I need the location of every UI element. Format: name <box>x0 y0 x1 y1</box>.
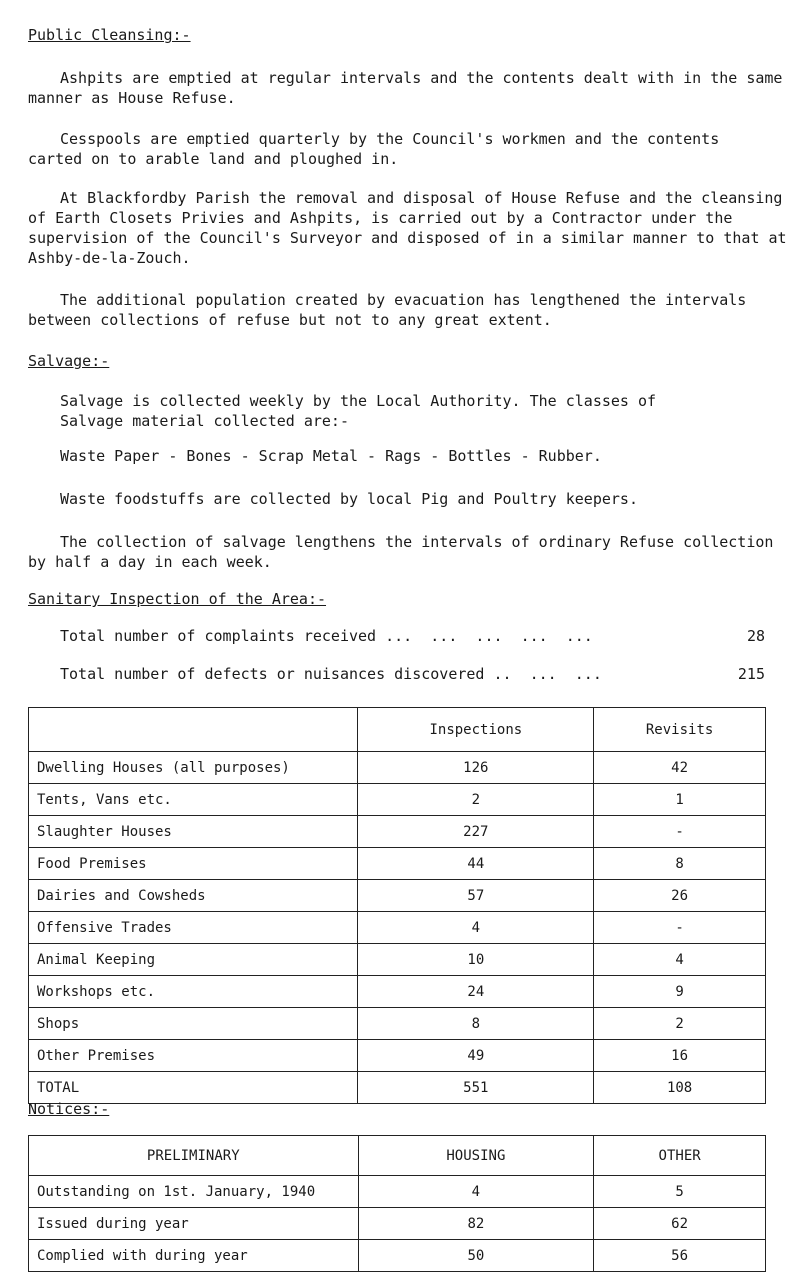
row-value-cell: 227 <box>358 816 594 848</box>
table-row <box>29 784 766 816</box>
row-label-cell: Animal Keeping <box>29 944 358 976</box>
inspections-header-revisits: Revisits <box>594 708 766 752</box>
table-row <box>29 944 766 976</box>
row-label-cell: Issued during year <box>29 1208 359 1240</box>
salvage-collection-paragraph: The collection of salvage lengthens the intervals of ordinary Refuse collection by half a day in each week. <box>28 533 783 571</box>
table-row <box>29 912 766 944</box>
row-value-cell: 49 <box>358 1040 594 1072</box>
row-value-cell: 50 <box>358 1240 594 1272</box>
table-row <box>29 880 766 912</box>
notices-header-other: OTHER <box>594 1136 766 1176</box>
row-label-cell: TOTAL <box>29 1072 358 1104</box>
complaints-label: Total number of complaints received ... ... ... ... ... <box>60 627 593 645</box>
table-row <box>29 1072 766 1104</box>
row-value-cell: 82 <box>358 1208 594 1240</box>
row-value-cell: 62 <box>594 1208 766 1240</box>
row-label-cell: Food Premises <box>29 848 358 880</box>
row-value-cell: 9 <box>594 976 766 1008</box>
table-row <box>29 1240 766 1272</box>
notices-header-row <box>29 1136 766 1176</box>
row-value-cell: 4 <box>358 1176 594 1208</box>
table-row <box>29 848 766 880</box>
row-value-cell: 108 <box>594 1072 766 1104</box>
row-value-cell: 8 <box>594 848 766 880</box>
table-row <box>29 1208 766 1240</box>
row-label-cell: Shops <box>29 1008 358 1040</box>
row-value-cell: 1 <box>594 784 766 816</box>
row-label-cell: Offensive Trades <box>29 912 358 944</box>
row-value-cell: 4 <box>594 944 766 976</box>
defects-value: 215 <box>737 665 765 683</box>
table-row <box>29 976 766 1008</box>
salvage-paragraph: Salvage is collected weekly by the Local Authority. The classes of Salvage material collected are:- <box>60 392 666 430</box>
row-value-cell: 551 <box>358 1072 594 1104</box>
salvage-classes: Waste Paper - Bones - Scrap Metal - Rags - Bottles - Rubber. <box>60 447 602 465</box>
row-value-cell: 57 <box>358 880 594 912</box>
row-label-cell: Dwelling Houses (all purposes) <box>29 752 358 784</box>
row-value-cell: 56 <box>594 1240 766 1272</box>
complaints-value: 28 <box>746 627 765 645</box>
row-value-cell: 10 <box>358 944 594 976</box>
row-label-cell: Tents, Vans etc. <box>29 784 358 816</box>
notices-heading: Notices:- <box>28 1100 110 1118</box>
row-label-cell: Other Premises <box>29 1040 358 1072</box>
row-value-cell: 24 <box>358 976 594 1008</box>
inspections-header-row <box>29 708 766 752</box>
row-value-cell: 2 <box>594 1008 766 1040</box>
row-label-cell: Workshops etc. <box>29 976 358 1008</box>
table-row <box>29 1176 766 1208</box>
row-value-cell: 4 <box>358 912 594 944</box>
row-value-cell: 126 <box>358 752 594 784</box>
inspections-table <box>28 707 766 1104</box>
salvage-heading: Salvage:- <box>28 352 110 370</box>
table-row <box>29 1040 766 1072</box>
row-label-cell: Slaughter Houses <box>29 816 358 848</box>
row-label-cell: Outstanding on 1st. January, 1940 <box>29 1176 359 1208</box>
notices-header-housing: HOUSING <box>358 1136 594 1176</box>
evacuation-paragraph: The additional population created by evacuation has lengthened the intervals between collections of refuse but not to any great extent. <box>28 291 756 329</box>
public-cleansing-heading: Public Cleansing:- <box>28 26 191 44</box>
notices-header-preliminary: PRELIMINARY <box>29 1136 359 1176</box>
row-label-cell: Dairies and Cowsheds <box>29 880 358 912</box>
row-label-cell: Complied with during year <box>29 1240 359 1272</box>
row-value-cell: 8 <box>358 1008 594 1040</box>
ashpits-paragraph: Ashpits are emptied at regular intervals and the contents dealt with in the same manner as House Refuse. <box>28 69 792 107</box>
inspections-header-inspections: Inspections <box>358 708 594 752</box>
table-row <box>29 1008 766 1040</box>
row-value-cell: - <box>594 912 766 944</box>
row-value-cell: 44 <box>358 848 594 880</box>
row-value-cell: 2 <box>358 784 594 816</box>
table-row <box>29 752 766 784</box>
notices-table <box>28 1135 766 1272</box>
cesspools-paragraph: Cesspools are emptied quarterly by the Council's workmen and the contents carted on to arable land and ploughed in. <box>28 130 729 168</box>
row-value-cell: 16 <box>594 1040 766 1072</box>
table-row <box>29 816 766 848</box>
foodstuffs-paragraph: Waste foodstuffs are collected by local Pig and Poultry keepers. <box>60 490 638 508</box>
row-value-cell: 5 <box>594 1176 766 1208</box>
blackfordby-paragraph: At Blackfordby Parish the removal and disposal of House Refuse and the cleansing of Earth Closets Privies and Ashpits, is carried out by a Contractor under the supervision of the Council's Surveyor and disposed of in a similar manner to that at Ashby-de-la-Zouch. <box>28 189 796 267</box>
row-value-cell: 26 <box>594 880 766 912</box>
row-value-cell: - <box>594 816 766 848</box>
row-value-cell: 42 <box>594 752 766 784</box>
inspections-header-blank <box>29 708 358 752</box>
defects-label: Total number of defects or nuisances discovered .. ... ... <box>60 665 602 683</box>
sanitary-heading: Sanitary Inspection of the Area:- <box>28 590 327 608</box>
